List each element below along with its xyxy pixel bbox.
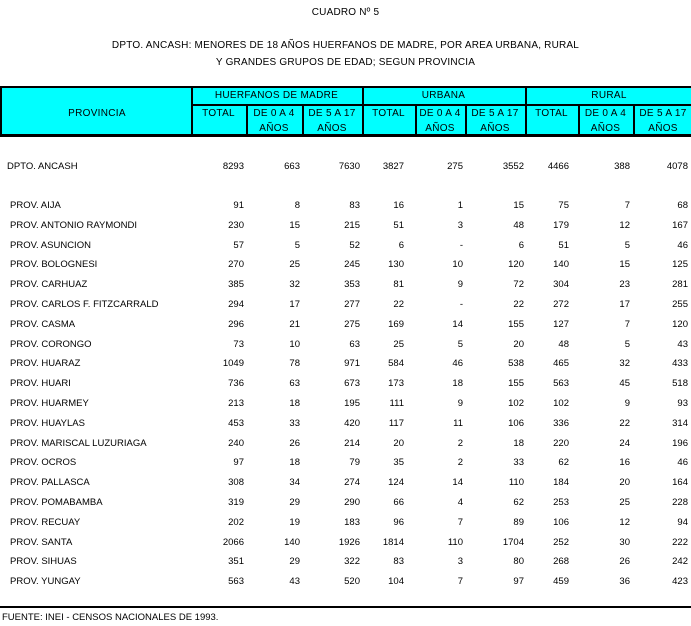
- row-value: 420: [344, 417, 360, 429]
- row-value: 62: [513, 497, 524, 508]
- row-value: 222: [672, 536, 688, 548]
- header-sub-anos-0-4-huerfanos: AÑOS: [259, 123, 289, 134]
- row-label: PROV. CORONGO: [10, 338, 92, 350]
- row-value: 167: [672, 219, 688, 231]
- header-sub-0-4-rural: DE 0 A 4: [584, 108, 627, 119]
- row-value: 663: [284, 161, 300, 172]
- table-row: [0, 576, 691, 590]
- header-sub-5-17-urbana: DE 5 A 17: [471, 108, 519, 119]
- header-sub-5-17-huerfanos: DE 5 A 17: [308, 108, 356, 119]
- row-value: 202: [228, 516, 244, 528]
- row-value: 35: [393, 457, 404, 469]
- header-group-huerfanos: HUERFANOS DE MADRE: [214, 90, 339, 101]
- row-value: 8293: [222, 161, 244, 172]
- row-label: PROV. HUARAZ: [10, 358, 81, 370]
- row-value: 73: [233, 338, 244, 350]
- row-value: 520: [344, 576, 360, 588]
- header-group-urbana: URBANA: [421, 90, 466, 101]
- row-value: 7: [457, 576, 463, 588]
- row-value: 563: [228, 576, 244, 588]
- row-label: PROV. SIHUAS: [10, 556, 77, 568]
- row-value: 33: [289, 417, 300, 429]
- row-value: 5: [457, 338, 463, 350]
- row-value: 16: [393, 200, 404, 211]
- row-value: 5: [624, 338, 630, 350]
- row-value: 15: [513, 200, 524, 211]
- row-value: 120: [508, 259, 524, 271]
- row-value: 18: [452, 378, 463, 390]
- header-group-underline: [191, 104, 691, 106]
- row-label: PROV. POMABAMBA: [10, 497, 103, 508]
- row-value: 8: [294, 200, 300, 211]
- row-value: 9: [457, 398, 463, 409]
- row-value: 296: [228, 318, 244, 330]
- table-row: [0, 200, 691, 214]
- row-value: 3: [457, 219, 463, 231]
- table-row: [0, 240, 691, 254]
- row-value: 17: [289, 299, 300, 310]
- row-label: DPTO. ANCASH: [7, 161, 78, 172]
- row-value: 24: [619, 437, 630, 449]
- row-value: 91: [233, 200, 244, 211]
- row-value: 4466: [547, 161, 569, 172]
- header-provincia: PROVINCIA: [68, 108, 126, 119]
- table-row: [0, 477, 691, 491]
- row-value: 3552: [502, 161, 524, 172]
- row-value: 22: [393, 299, 404, 310]
- row-value: 36: [619, 576, 630, 588]
- row-value: 63: [349, 338, 360, 350]
- row-label: PROV. OCROS: [10, 457, 77, 469]
- header-sub-5-17-rural: DE 5 A 17: [639, 108, 687, 119]
- row-label: PROV. SANTA: [10, 536, 73, 548]
- row-value: 971: [344, 358, 360, 370]
- table-header: [0, 86, 691, 137]
- row-value: 80: [513, 556, 524, 568]
- row-value: 314: [672, 417, 688, 429]
- row-value: 4: [457, 497, 463, 508]
- table-title-line-2: Y GRANDES GRUPOS DE EDAD; SEGUN PROVINCIA: [215, 57, 476, 68]
- header-sub-total-rural: TOTAL: [535, 108, 568, 119]
- row-value: 46: [677, 239, 688, 251]
- row-value: 63: [289, 378, 300, 390]
- row-value: 6: [398, 239, 404, 251]
- row-value: 12: [619, 219, 630, 231]
- row-value: 308: [228, 477, 244, 489]
- header-sub-anos-5-17-huerfanos: AÑOS: [317, 123, 347, 134]
- row-label: PROV. HUARI: [10, 378, 71, 390]
- table-row: [0, 497, 691, 511]
- row-label: PROV. AIJA: [10, 200, 61, 211]
- table-row: [0, 259, 691, 273]
- row-value: 281: [672, 279, 688, 291]
- row-value: 29: [289, 497, 300, 508]
- row-value: 83: [393, 556, 404, 568]
- table-row: [0, 517, 691, 531]
- row-value: 15: [619, 259, 630, 271]
- row-value: 106: [508, 417, 524, 429]
- row-value: 117: [388, 417, 404, 429]
- row-value: 10: [289, 338, 300, 350]
- row-value: 7: [624, 318, 630, 330]
- row-label: PROV. ASUNCION: [10, 239, 91, 251]
- row-value: 34: [289, 477, 300, 489]
- row-value: 26: [289, 437, 300, 449]
- row-value: 20: [619, 477, 630, 489]
- row-value: 127: [553, 318, 569, 330]
- row-value: 245: [344, 259, 360, 271]
- row-value: 195: [344, 398, 360, 409]
- row-value: 130: [388, 259, 404, 271]
- row-value: 96: [393, 516, 404, 528]
- row-value: 12: [619, 516, 630, 528]
- row-value: 66: [393, 497, 404, 508]
- row-value: 43: [289, 576, 300, 588]
- row-value: 78: [289, 358, 300, 370]
- row-value: 228: [672, 497, 688, 508]
- row-value: 351: [228, 556, 244, 568]
- row-value: 52: [349, 239, 360, 251]
- row-value: 277: [344, 299, 360, 310]
- row-value: 45: [619, 378, 630, 390]
- table-row: [0, 398, 691, 412]
- row-value: 3: [457, 556, 463, 568]
- row-value: 33: [513, 457, 524, 469]
- row-value: 17: [619, 299, 630, 310]
- row-value: 25: [289, 259, 300, 271]
- row-value: 15: [289, 219, 300, 231]
- row-value: 9: [457, 279, 463, 291]
- row-value: 272: [553, 299, 569, 310]
- row-value: 290: [344, 497, 360, 508]
- header-sub-0-4-urbana: DE 0 A 4: [419, 108, 461, 119]
- table-row: [0, 537, 691, 551]
- row-value: 322: [344, 556, 360, 568]
- row-value: 32: [619, 358, 630, 370]
- row-value: 72: [513, 279, 524, 291]
- row-value: -: [459, 299, 463, 310]
- row-value: 46: [452, 358, 463, 370]
- row-value: 230: [228, 219, 244, 231]
- row-value: 102: [508, 398, 524, 409]
- row-value: 81: [393, 279, 404, 291]
- row-value: 673: [344, 378, 360, 390]
- table-row: [0, 339, 691, 353]
- row-value: 169: [388, 318, 404, 330]
- row-value: 19: [289, 516, 300, 528]
- row-value: 111: [389, 398, 404, 409]
- row-value: 2: [457, 437, 463, 449]
- row-value: 29: [289, 556, 300, 568]
- row-value: 30: [619, 536, 630, 548]
- row-label: PROV. HUAYLAS: [10, 417, 85, 429]
- row-value: 22: [619, 417, 630, 429]
- row-value: 75: [558, 200, 569, 211]
- row-value: 183: [344, 516, 360, 528]
- row-value: 270: [228, 259, 244, 271]
- row-value: 220: [553, 437, 569, 449]
- row-value: 4078: [666, 161, 688, 172]
- row-label: PROV. PALLASCA: [10, 477, 90, 489]
- table-row: [0, 299, 691, 313]
- header-sub-anos-5-17-rural: AÑOS: [648, 123, 678, 134]
- row-value: 5: [624, 239, 630, 251]
- header-sub-total-huerfanos: TOTAL: [202, 108, 235, 119]
- row-value: 155: [508, 378, 524, 390]
- footer-divider: [0, 606, 691, 608]
- row-value: 275: [447, 161, 463, 172]
- row-value: 140: [553, 259, 569, 271]
- table-row: [0, 358, 691, 372]
- row-value: 184: [553, 477, 569, 489]
- row-value: 11: [453, 417, 463, 429]
- row-value: 433: [672, 358, 688, 370]
- row-value: 7630: [338, 161, 360, 172]
- row-value: 336: [553, 417, 569, 429]
- row-value: 43: [677, 338, 688, 350]
- row-value: 89: [513, 516, 524, 528]
- row-value: 465: [553, 358, 569, 370]
- row-value: 2: [457, 457, 463, 469]
- table-row: [0, 378, 691, 392]
- row-value: 22: [513, 299, 524, 310]
- row-value: 46: [677, 457, 688, 469]
- row-value: 97: [233, 457, 244, 469]
- row-value: 18: [513, 437, 524, 449]
- row-value: 173: [388, 378, 404, 390]
- row-value: 48: [513, 219, 524, 231]
- header-group-rural: RURAL: [591, 90, 627, 101]
- row-value: 3827: [382, 161, 404, 172]
- row-value: 57: [233, 239, 244, 251]
- row-value: 353: [344, 279, 360, 291]
- row-value: 304: [553, 279, 569, 291]
- row-value: 104: [388, 576, 404, 588]
- table-number: CUADRO Nº 5: [311, 7, 380, 18]
- row-value: 68: [677, 200, 688, 211]
- table-row-total: [0, 161, 691, 175]
- row-value: 79: [349, 457, 360, 469]
- row-value: 242: [672, 556, 688, 568]
- table-row: [0, 279, 691, 293]
- row-value: 23: [619, 279, 630, 291]
- row-value: 388: [614, 161, 630, 172]
- row-value: 25: [619, 497, 630, 508]
- row-value: 294: [228, 299, 244, 310]
- row-value: 62: [558, 457, 569, 469]
- row-value: 97: [513, 576, 524, 588]
- row-value: 1: [457, 200, 463, 211]
- row-value: 10: [452, 259, 463, 271]
- source-note: FUENTE: INEI - CENSOS NACIONALES DE 1993.: [2, 612, 219, 623]
- table-row: [0, 438, 691, 452]
- row-value: 214: [344, 437, 360, 449]
- row-value: 18: [289, 457, 300, 469]
- row-value: 25: [393, 338, 404, 350]
- row-label: PROV. RECUAY: [10, 516, 81, 528]
- row-label: PROV. MARISCAL LUZURIAGA: [10, 437, 147, 449]
- row-value: 124: [388, 477, 404, 489]
- row-value: 21: [289, 318, 300, 330]
- row-value: 736: [228, 378, 244, 390]
- row-value: 385: [228, 279, 244, 291]
- header-sub-anos-0-4-urbana: AÑOS: [425, 123, 455, 134]
- row-value: 319: [228, 497, 244, 508]
- row-label: PROV. ANTONIO RAYMONDI: [10, 219, 138, 231]
- table-row: [0, 556, 691, 570]
- header-sub-anos-0-4-rural: AÑOS: [590, 123, 621, 134]
- row-value: 18: [289, 398, 300, 409]
- row-label: PROV. CARHUAZ: [10, 279, 88, 291]
- row-value: 20: [513, 338, 524, 350]
- row-value: 1704: [502, 536, 524, 548]
- row-value: 1814: [382, 536, 404, 548]
- row-value: 584: [388, 358, 404, 370]
- row-value: 110: [447, 536, 463, 548]
- row-label: PROV. CASMA: [10, 318, 76, 330]
- row-value: 215: [344, 219, 360, 231]
- row-value: 83: [349, 200, 360, 211]
- row-value: 155: [508, 318, 524, 330]
- row-value: 93: [677, 398, 688, 409]
- row-value: 20: [393, 437, 404, 449]
- row-value: 7: [624, 200, 630, 211]
- table-row: [0, 418, 691, 432]
- row-value: 140: [284, 536, 300, 548]
- row-value: 51: [558, 239, 569, 251]
- table-row: [0, 319, 691, 333]
- row-value: 102: [553, 398, 569, 409]
- row-value: 274: [344, 477, 360, 489]
- row-value: 275: [344, 318, 360, 330]
- row-value: 32: [289, 279, 300, 291]
- row-value: 268: [553, 556, 569, 568]
- table-title-line-1: DPTO. ANCASH: MENORES DE 18 AÑOS HUERFANOS DE MADRE, POR AREA URBANA, RURAL: [111, 40, 580, 51]
- row-value: 14: [452, 477, 463, 489]
- row-value: 1926: [338, 536, 360, 548]
- table-row: [0, 220, 691, 234]
- row-value: 196: [672, 437, 688, 449]
- header-sub-anos-5-17-urbana: AÑOS: [480, 123, 510, 134]
- row-value: 26: [619, 556, 630, 568]
- row-value: 518: [672, 378, 688, 390]
- header-sub-0-4-huerfanos: DE 0 A 4: [253, 108, 295, 119]
- row-value: 9: [624, 398, 630, 409]
- row-value: 6: [518, 239, 524, 251]
- row-value: 453: [228, 417, 244, 429]
- table-row: [0, 457, 691, 471]
- row-value: 213: [228, 398, 244, 409]
- row-value: 5: [294, 239, 300, 251]
- row-value: 563: [553, 378, 569, 390]
- row-value: 1049: [222, 358, 244, 370]
- row-value: 48: [558, 338, 569, 350]
- row-value: 255: [672, 299, 688, 310]
- row-value: 164: [672, 477, 688, 489]
- row-value: 51: [393, 219, 404, 231]
- row-label: PROV. BOLOGNESI: [10, 259, 98, 271]
- row-value: 120: [672, 318, 688, 330]
- row-value: -: [459, 239, 463, 251]
- row-value: 14: [452, 318, 463, 330]
- row-value: 106: [553, 516, 569, 528]
- row-value: 423: [672, 576, 688, 588]
- row-value: 459: [553, 576, 569, 588]
- row-value: 252: [553, 536, 569, 548]
- row-value: 253: [553, 497, 569, 508]
- row-value: 7: [457, 516, 463, 528]
- header-sub-total-urbana: TOTAL: [372, 108, 405, 119]
- row-label: PROV. YUNGAY: [10, 576, 81, 588]
- row-value: 125: [672, 259, 688, 271]
- row-value: 538: [508, 358, 524, 370]
- row-value: 110: [508, 477, 524, 489]
- row-label: PROV. CARLOS F. FITZCARRALD: [10, 299, 159, 310]
- row-value: 94: [677, 516, 688, 528]
- row-label: PROV. HUARMEY: [10, 398, 89, 409]
- row-value: 179: [553, 219, 569, 231]
- row-value: 240: [228, 437, 244, 449]
- row-value: 2066: [222, 536, 244, 548]
- row-value: 16: [619, 457, 630, 469]
